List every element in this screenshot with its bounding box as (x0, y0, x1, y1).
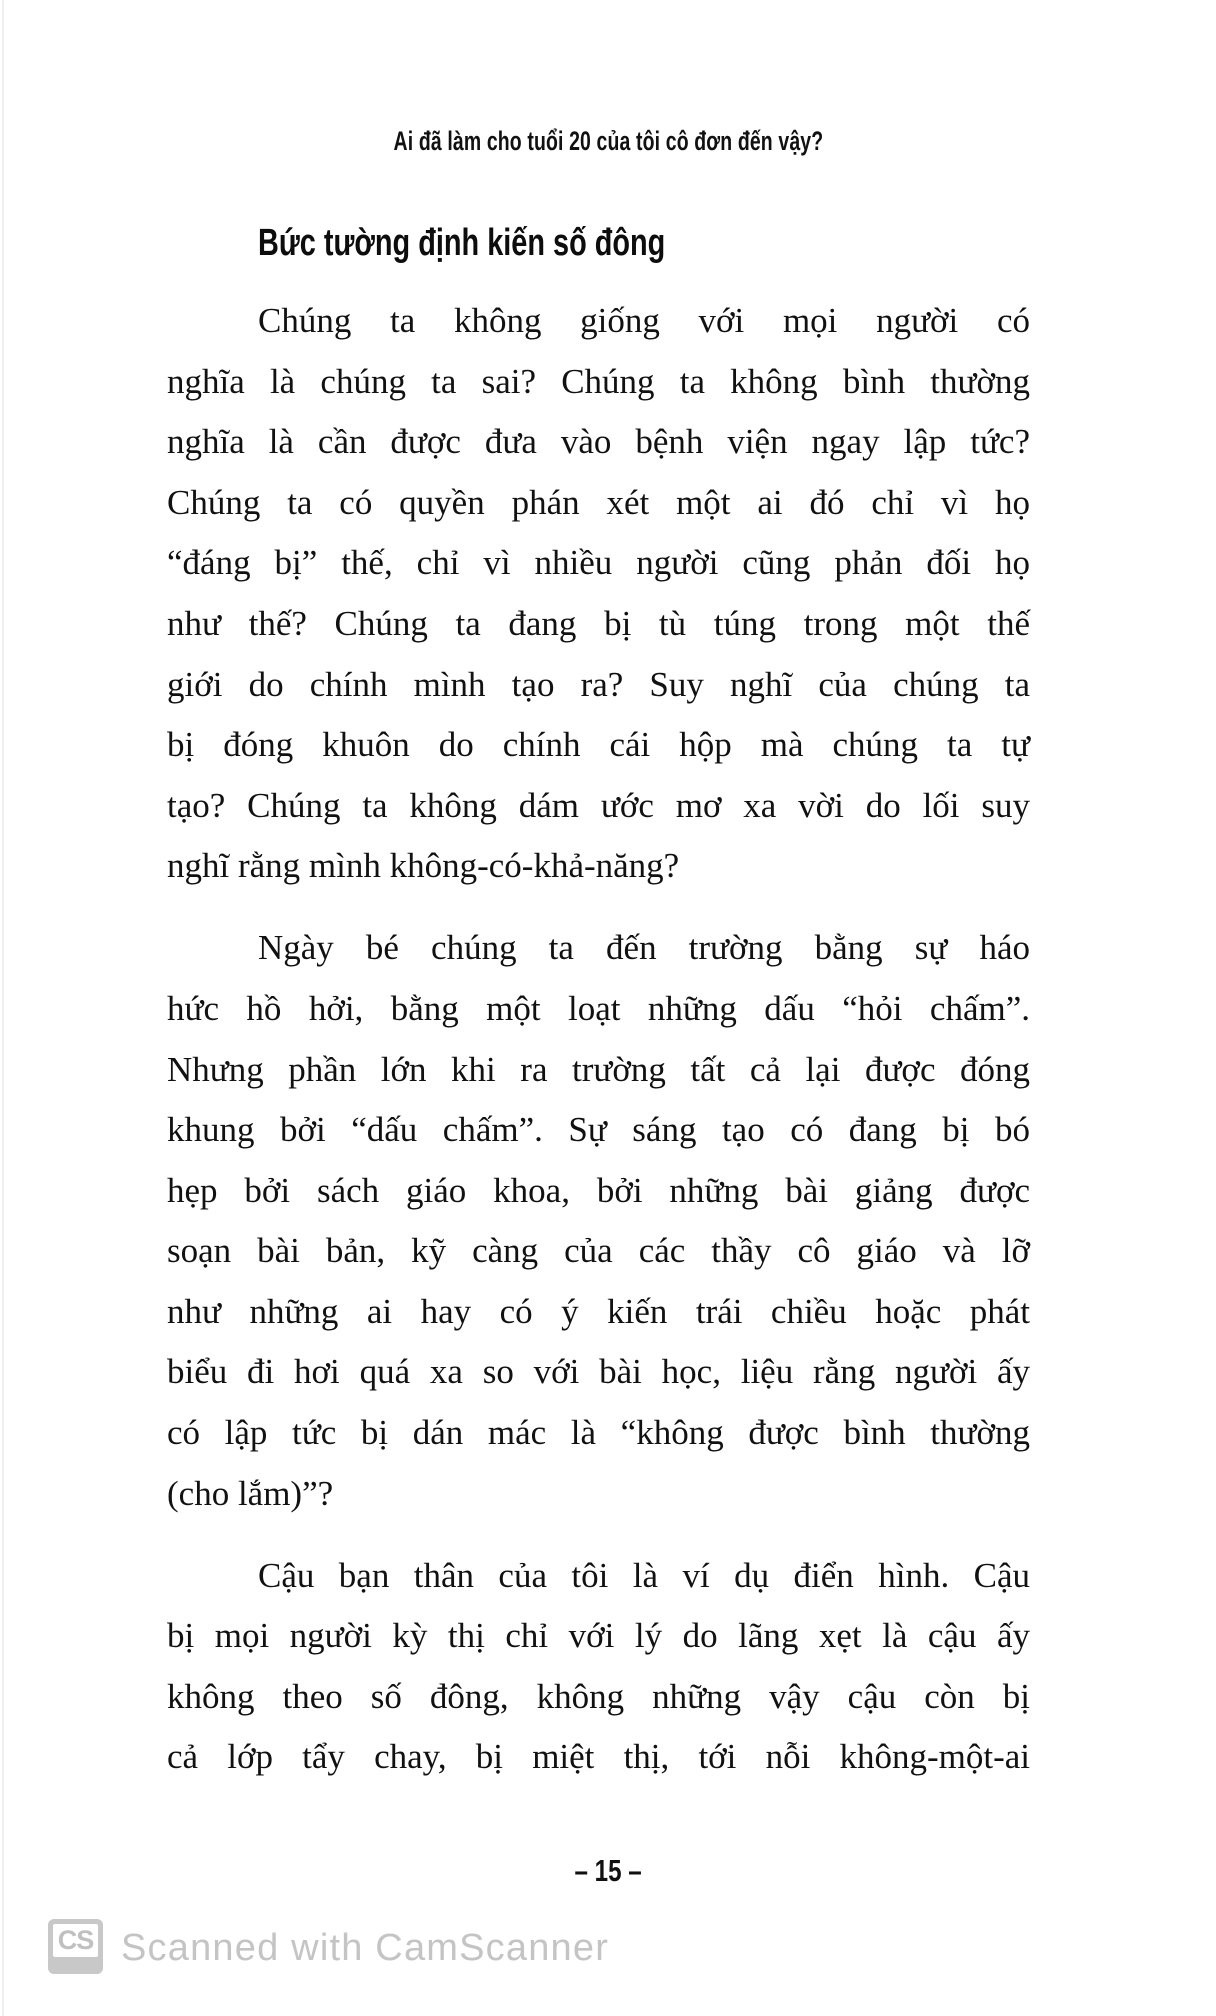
section-heading: Bức tường định kiến số đông (258, 222, 666, 264)
text-line: Chúng ta không giống với mọi người có (258, 301, 1030, 340)
body-text (167, 291, 1030, 1809)
text-line: hẹp bởi sách giáo khoa, bởi những bài giảng được (167, 1170, 1030, 1210)
paragraph-1 (167, 291, 1030, 897)
paragraph-3 (167, 1546, 1030, 1788)
watermark-text: Scanned with CamScanner (121, 1927, 610, 1969)
camscanner-watermark (48, 1918, 609, 1974)
page-number-text: – 15 – (574, 1853, 642, 1888)
text-line: khung bởi “dấu chấm”. Sự sáng tạo có đang bị bó (167, 1110, 1030, 1150)
text-line: (cho lắm)”? (167, 1473, 334, 1513)
text-line: Nhưng phần lớn khi ra trường tất cả lại được đóng (167, 1049, 1030, 1089)
page-number (0, 1853, 1216, 1889)
text-line: như thế? Chúng ta đang bị tù túng trong một thế (167, 603, 1030, 643)
text-line: bị đóng khuôn do chính cái hộp mà chúng ta tự (167, 725, 1030, 765)
paragraph-2 (167, 918, 1030, 1524)
camscanner-cs-icon (48, 1919, 103, 1974)
text-line: nghĩa là chúng ta sai? Chúng ta không bình thường (167, 361, 1030, 401)
text-line: không theo số đông, không những vậy cậu còn bị (167, 1676, 1030, 1716)
text-line: như những ai hay có ý kiến trái chiều hoặc phát (167, 1291, 1030, 1331)
text-line: biểu đi hơi quá xa so với bài học, liệu rằng người ấy (167, 1352, 1030, 1392)
text-line: có lập tức bị dán mác là “không được bình thường (167, 1413, 1030, 1453)
text-line: hức hồ hởi, bằng một loạt những dấu “hỏi chấm”. (167, 988, 1030, 1028)
text-line: tạo? Chúng ta không dám ước mơ xa vời do lối suy (167, 785, 1030, 825)
text-line: bị mọi người kỳ thị chỉ với lý do lãng xẹt là cậu ấy (167, 1616, 1030, 1656)
page-edge-line (2, 0, 4, 2016)
text-line: Cậu bạn thân của tôi là ví dụ điển hình. Cậu (258, 1555, 1030, 1595)
running-title-text: Ai đã làm cho tuổi 20 của tôi cô đơn đến vậy? (393, 126, 823, 156)
text-line: “đáng bị” thế, chỉ vì nhiều người cũng phản đối họ (167, 543, 1030, 583)
running-title (0, 126, 1216, 157)
text-line: nghĩa là cần được đưa vào bệnh viện ngay lập tức? (167, 422, 1030, 462)
text-line: Chúng ta có quyền phán xét một ai đó chỉ vì họ (167, 482, 1030, 522)
text-line: cả lớp tẩy chay, bị miệt thị, tới nỗi không-một-ai (167, 1737, 1030, 1777)
text-line: Ngày bé chúng ta đến trường bằng sự háo (258, 928, 1030, 968)
text-line: soạn bài bản, kỹ càng của các thầy cô giáo và lỡ (167, 1231, 1030, 1271)
text-line: giới do chính mình tạo ra? Suy nghĩ của chúng ta (167, 664, 1030, 704)
cs-icon-label: CS (53, 1924, 98, 1957)
text-line: nghĩ rằng mình không-có-khả-năng? (167, 846, 680, 886)
